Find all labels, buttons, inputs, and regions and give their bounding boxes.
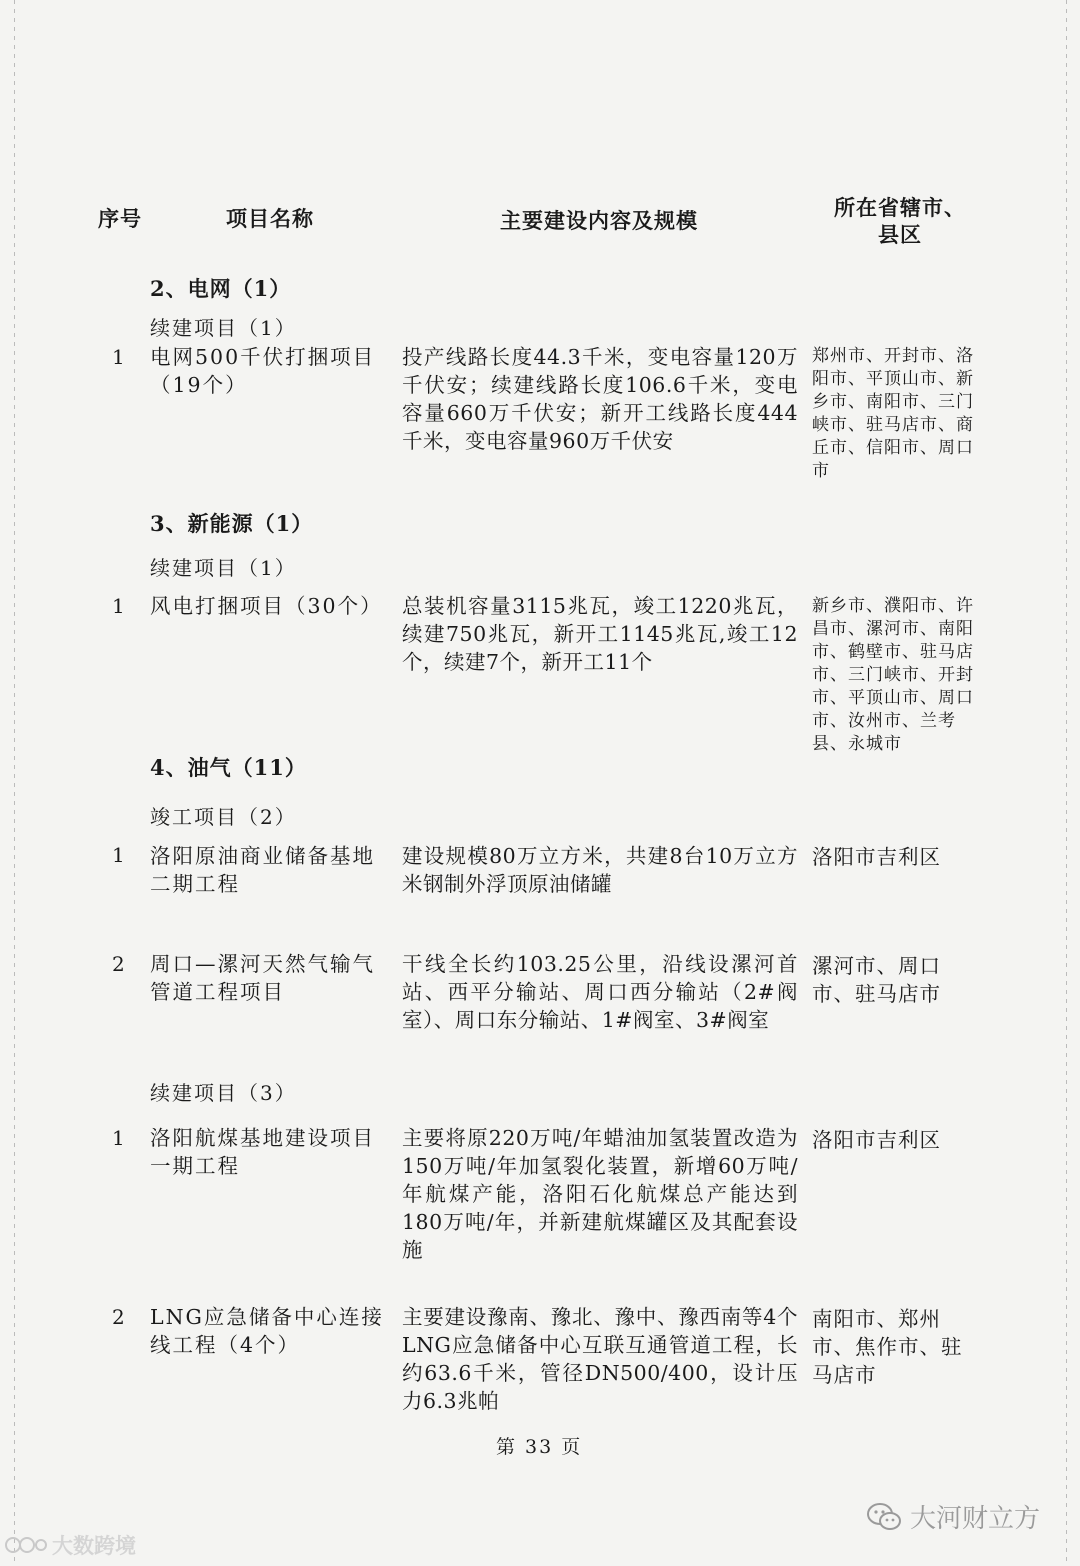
project-name: 风电打捆项目（30个）: [150, 594, 383, 618]
section-title-new-energy: 3、新能源（1）: [150, 511, 314, 536]
project-location: 南阳市、郑州市、焦作市、驻马店市: [812, 1307, 963, 1387]
page-number: 第 33 页: [496, 1436, 583, 1458]
project-content: 建设规模80万立方米，共建8台10万立方米钢制外浮顶原油储罐: [402, 844, 798, 896]
project-content: 干线全长约103.25公里，沿线设漯河首站、西平分输站、周口西分输站（2#阀室）、周口东分输站、1#阀室、3#阀室: [402, 952, 798, 1032]
wechat-icon: [866, 1501, 902, 1533]
subsection-completed-oil-gas: 竣工项目（2）: [150, 805, 297, 829]
project-name: 周口—漯河天然气输气管道工程项目: [150, 952, 375, 1004]
watermark-left-text: 大数跨境: [52, 1534, 136, 1558]
project-content: 主要建设豫南、豫北、豫中、豫西南等4个LNG应急储备中心互联互通管道工程，长约63.6千米，管径DN500/400，设计压力6.3兆帕: [402, 1305, 798, 1413]
section-title-grid: 2、电网（1）: [150, 276, 292, 301]
row-seq: 1: [112, 345, 125, 369]
row-seq: 1: [112, 843, 125, 867]
header-location-line2: 县区: [878, 223, 922, 247]
project-content: 总装机容量3115兆瓦，竣工1220兆瓦，续建750兆瓦，新开工1145兆瓦,竣工12个，续建7个，新开工11个: [402, 594, 798, 674]
project-location: 洛阳市吉利区: [812, 845, 941, 869]
project-location: 新乡市、濮阳市、许昌市、漯河市、南阳市、鹤壁市、驻马店市、三门峡市、开封市、平顶山市、周口市、汝州市、兰考县、永城市: [812, 596, 974, 754]
row-seq: 1: [112, 1126, 125, 1150]
section-title-oil-gas: 4、油气（11）: [150, 755, 307, 780]
subsection-continuing-new-energy: 续建项目（1）: [150, 556, 297, 580]
scan-edge-right: [1066, 0, 1067, 1566]
row-seq: 2: [112, 1305, 125, 1329]
project-name: LNG应急储备中心连接线工程（4个）: [150, 1305, 384, 1357]
watermark-right: [866, 1498, 1040, 1535]
row-seq: 2: [112, 952, 125, 976]
header-content: 主要建设内容及规模: [500, 209, 698, 233]
scan-edge-left: [14, 0, 15, 1566]
project-location: 郑州市、开封市、洛阳市、平顶山市、新乡市、南阳市、三门峡市、驻马店市、商丘市、信阳市、周口市: [812, 346, 974, 481]
project-name: 洛阳原油商业储备基地二期工程: [150, 844, 375, 896]
project-content: 投产线路长度44.3千米，变电容量120万千伏安；续建线路长度106.6千米，变电容量660万千伏安；新开工线路长度444千米，变电容量960万千伏安: [402, 345, 798, 453]
watermark-left: [4, 1530, 136, 1560]
header-name: 项目名称: [226, 207, 314, 231]
watermark-logo-icon: [4, 1532, 48, 1558]
header-location-line1: 所在省辖市、: [834, 196, 966, 220]
watermark-right-text: 大河财立方: [910, 1504, 1041, 1534]
subsection-continuing-oil-gas: 续建项目（3）: [150, 1081, 297, 1105]
project-content: 主要将原220万吨/年蜡油加氢装置改造为150万吨/年加氢裂化装置，新增60万吨/年航煤产能，洛阳石化航煤总产能达到180万吨/年，并新建航煤罐区及其配套设施: [402, 1126, 798, 1262]
subsection-continuing-grid: 续建项目（1）: [150, 316, 297, 340]
project-name: 电网500千伏打捆项目（19个）: [150, 345, 376, 397]
header-seq: 序号: [98, 207, 142, 231]
project-location: 漯河市、周口市、驻马店市: [812, 954, 941, 1006]
project-location: 洛阳市吉利区: [812, 1128, 941, 1152]
project-name: 洛阳航煤基地建设项目一期工程: [150, 1126, 375, 1178]
row-seq: 1: [112, 594, 125, 618]
